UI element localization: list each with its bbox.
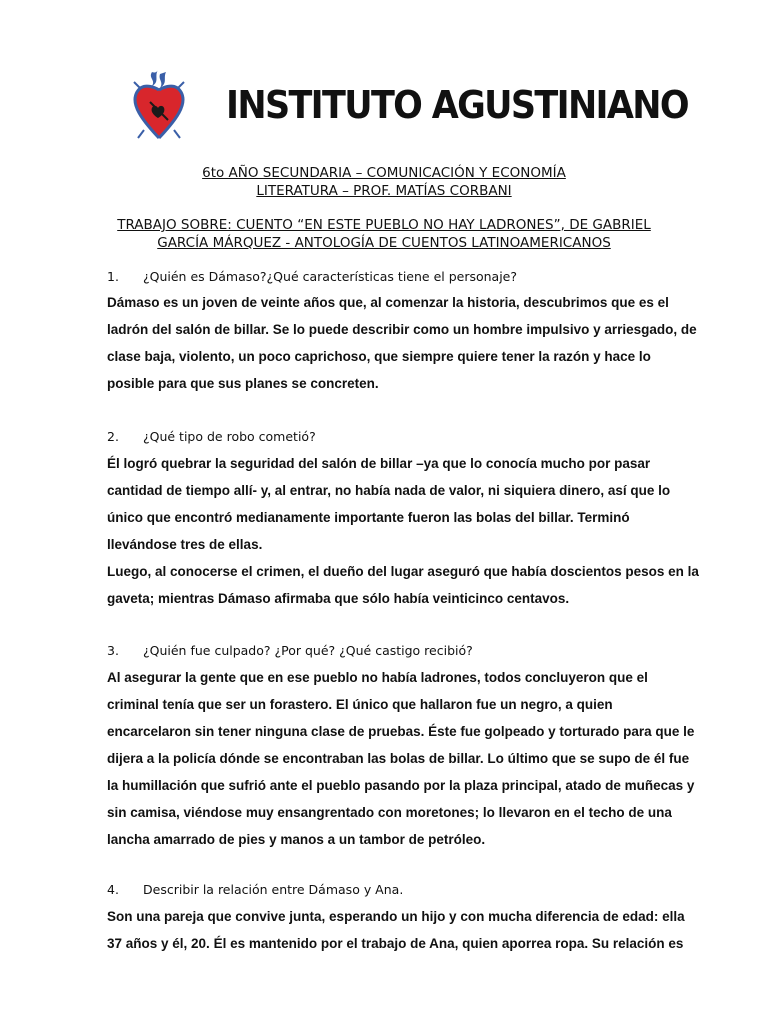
course-line-2: LITERATURA – PROF. MATÍAS CORBANI bbox=[256, 183, 512, 199]
answer-line: gaveta; mientras Dámaso afirmaba que sólo había veinticinco centavos. bbox=[107, 591, 570, 606]
question-2 bbox=[107, 429, 316, 445]
answer-line: ladrón del salón de billar. Se lo puede describir como un hombre impulsivo y arriesgado, de bbox=[107, 322, 697, 337]
answer-line: Él logró quebrar la seguridad del salón de billar –ya que lo conocía mucho por pasar bbox=[107, 456, 651, 471]
question-text: Describir la relación entre Dámaso y Ana. bbox=[143, 882, 404, 897]
institution-name: INSTITUTO AGUSTINIANO bbox=[226, 83, 688, 127]
answer-line: criminal tenía que ser un forastero. El único que hallaron fue un negro, a quien bbox=[107, 697, 613, 712]
course-line-1: 6to AÑO SECUNDARIA – COMUNICACIÓN Y ECONOMÍA bbox=[202, 165, 566, 181]
answer-line: dijera a la policía dónde se encontraban las bolas de billar. Lo último que se supo de él fue bbox=[107, 751, 690, 766]
assignment-line-2: GARCÍA MÁRQUEZ - ANTOLOGÍA DE CUENTOS LATINOAMERICANOS bbox=[157, 235, 611, 251]
assignment-title bbox=[60, 216, 708, 252]
course-header bbox=[60, 164, 708, 200]
question-number: 1. bbox=[107, 269, 119, 284]
question-text: ¿Quién es Dámaso?¿Qué características tiene el personaje? bbox=[143, 269, 518, 284]
question-text: ¿Quién fue culpado? ¿Por qué? ¿Qué castigo recibió? bbox=[143, 643, 473, 658]
question-text: ¿Qué tipo de robo cometió? bbox=[143, 429, 316, 444]
question-4 bbox=[107, 882, 403, 898]
answer-4 bbox=[107, 903, 707, 957]
assignment-line-1: TRABAJO SOBRE: CUENTO “EN ESTE PUEBLO NO HAY LADRONES”, DE GABRIEL bbox=[117, 217, 651, 233]
question-1 bbox=[107, 269, 517, 285]
answer-line: Dámaso es un joven de veinte años que, al comenzar la historia, descubrimos que es el bbox=[107, 295, 669, 310]
answer-line: lancha amarrado de pies y manos a un tambor de petróleo. bbox=[107, 832, 486, 847]
answer-line: sin camisa, viéndose muy ensangrentado con moretones; lo llevaron en el techo de una bbox=[107, 805, 672, 820]
answer-3 bbox=[107, 664, 707, 853]
answer-line: posible para que sus planes se concreten. bbox=[107, 376, 379, 391]
answer-line: cantidad de tiempo allí- y, al entrar, no había nada de valor, ni siquiera dinero, así que lo bbox=[107, 483, 671, 498]
answer-line: único que encontró medianamente importante fueron las bolas del billar. Terminó bbox=[107, 510, 630, 525]
answer-1 bbox=[107, 289, 707, 397]
answer-line: Son una pareja que convive junta, esperando un hijo y con mucha diferencia de edad: ella bbox=[107, 909, 685, 924]
question-3 bbox=[107, 643, 473, 659]
question-number: 2. bbox=[107, 429, 119, 444]
answer-line: Al asegurar la gente que en ese pueblo no había ladrones, todos concluyeron que el bbox=[107, 670, 648, 685]
answer-line: encarcelaron sin tener ninguna clase de pruebas. Éste fue golpeado y torturado para que le bbox=[107, 724, 695, 739]
answer-line: Luego, al conocerse el crimen, el dueño del lugar aseguró que había doscientos pesos en la bbox=[107, 564, 699, 579]
question-number: 3. bbox=[107, 643, 119, 658]
answer-line: la humillación que sufrió ante el pueblo pasando por la plaza principal, atado de muñecas y bbox=[107, 778, 695, 793]
answer-2 bbox=[107, 450, 707, 612]
answer-line: clase baja, violento, un poco caprichoso, que siempre quiere tener la razón y hace lo bbox=[107, 349, 651, 364]
question-number: 4. bbox=[107, 882, 119, 897]
augustinian-heart-logo-icon bbox=[130, 68, 188, 146]
answer-line: 37 años y él, 20. Él es mantenido por el trabajo de Ana, quien aporrea ropa. Su relación es bbox=[107, 936, 684, 951]
answer-line: llevándose tres de ellas. bbox=[107, 537, 263, 552]
